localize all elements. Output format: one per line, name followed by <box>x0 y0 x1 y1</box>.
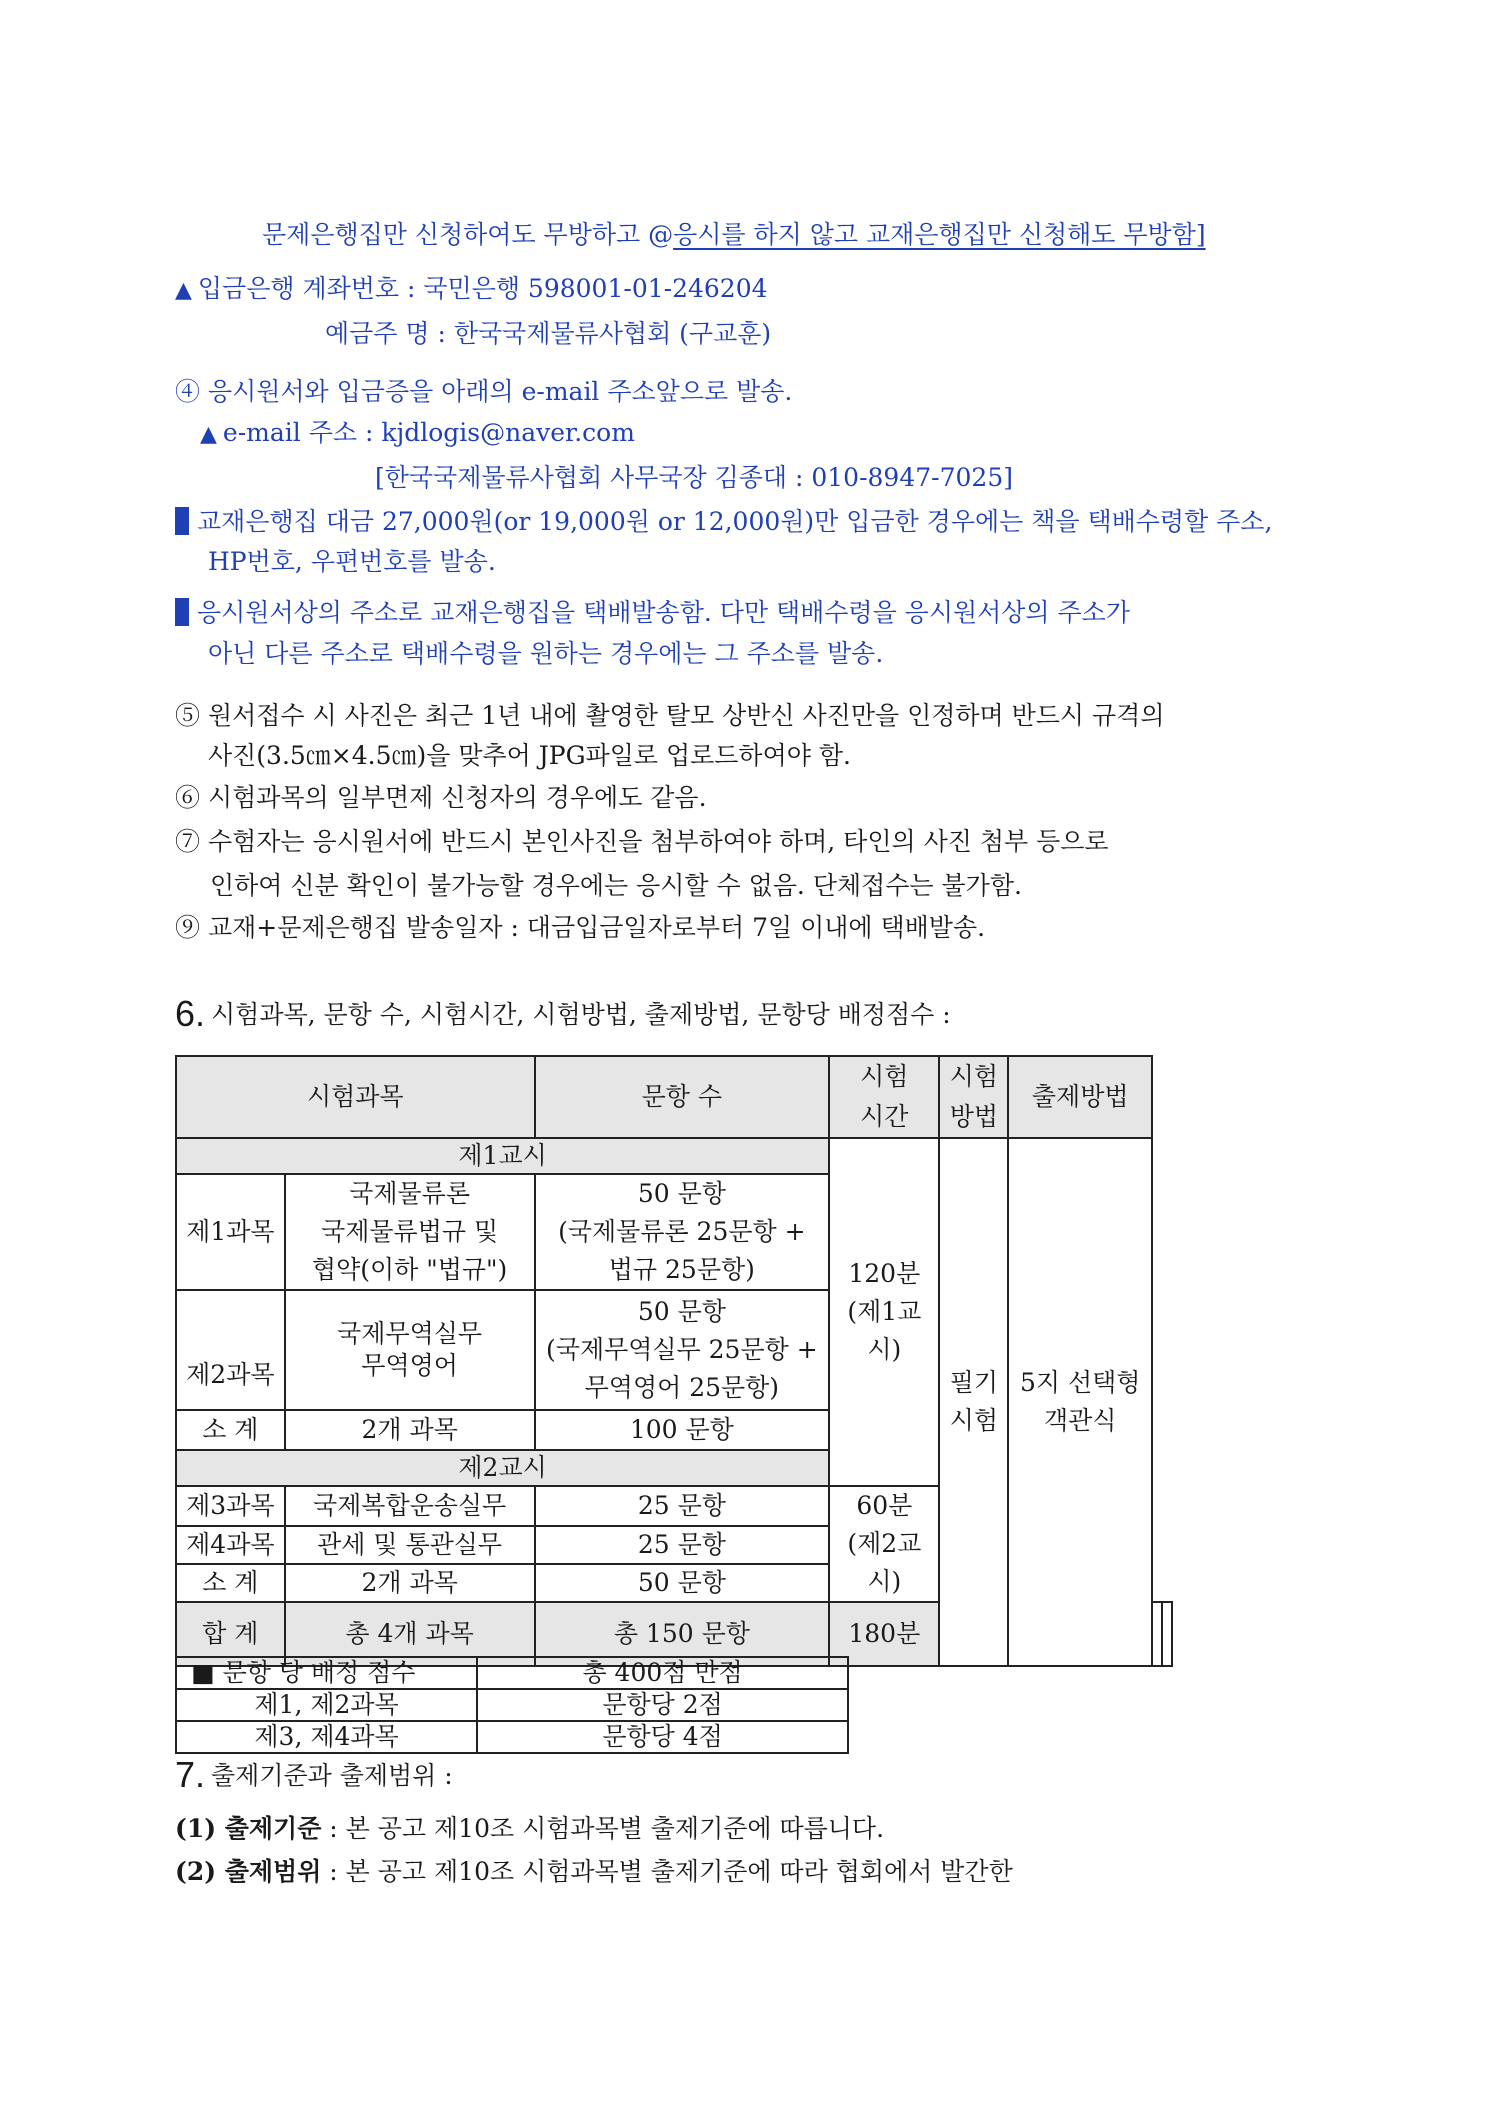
item2-text: : 본 공고 제10조 시험과목별 출제기준에 따라 협회에서 발간한 <box>321 1857 1013 1886</box>
s2-label: 제2과목 <box>176 1290 285 1410</box>
bank-account-line <box>175 273 768 307</box>
period1-label: 제1교시 <box>176 1138 829 1174</box>
bank-account-text: 입금은행 계좌번호 : 국민은행 598001-01-246204 <box>197 274 768 303</box>
item2-label: (2) 출제범위 <box>175 1857 322 1886</box>
sub1-label: 소 계 <box>176 1410 285 1450</box>
total-name: 총 4개 과목 <box>285 1602 535 1666</box>
contact-line: [한국국제물류사협회 사무국장 김종대 : 010-8947-7025] <box>375 463 1013 492</box>
total-time: 180분 <box>829 1602 939 1666</box>
s3-count: 25 문항 <box>535 1486 830 1526</box>
email-text[interactable]: e-mail 주소 : kjdlogis@naver.com <box>222 418 635 447</box>
top-note <box>262 219 1206 251</box>
time1-cell: 120분 (제1교시) <box>829 1138 939 1486</box>
s2-count: 50 문항 (국제무역실무 25문항 + 무역영어 25문항) <box>535 1290 830 1410</box>
style-cell: 5지 선택형 객관식 <box>1008 1138 1152 1666</box>
total-count: 총 150 문항 <box>535 1602 830 1666</box>
s1-label: 제1과목 <box>176 1174 285 1290</box>
sub2-label: 소 계 <box>176 1564 285 1602</box>
item1-label: (1) 출제기준 <box>175 1814 322 1843</box>
header-style: 출제방법 <box>1008 1056 1152 1138</box>
triangle-icon: ▲ <box>200 422 217 447</box>
section7-heading <box>175 1754 453 1795</box>
sub1-name: 2개 과목 <box>285 1410 535 1450</box>
s4-name: 관세 및 통관실무 <box>285 1526 535 1564</box>
period1-row <box>176 1138 1172 1174</box>
book-fee-text-1: 교재은행집 대금 27,000원(or 19,000원 or 12,000원)만 입금한 경우에는 책을 택배수령할 주소, <box>197 507 1273 536</box>
item7-line-2: 인하여 신분 확인이 불가능할 경우에는 응시할 수 없음. 단체접수는 불가함. <box>210 871 1022 900</box>
header-count: 문항 수 <box>535 1056 830 1138</box>
table-row <box>176 1721 848 1753</box>
total-style-empty <box>1162 1602 1172 1666</box>
section6-number: 6. <box>175 993 206 1034</box>
s4-label: 제4과목 <box>176 1526 285 1564</box>
total-label: 합 계 <box>176 1602 285 1666</box>
book-fee-line-1 <box>175 506 1272 538</box>
time2-cell: 60분 (제2교시) <box>829 1486 939 1602</box>
s2-name: 국제무역실무 무역영어 <box>285 1290 535 1410</box>
sub1-count: 100 문항 <box>535 1410 830 1450</box>
s3-label: 제3과목 <box>176 1486 285 1526</box>
score-header-value: 총 400점 만점 <box>477 1657 848 1689</box>
score-row1-value: 문항당 2점 <box>477 1689 848 1721</box>
section6-title: 시험과목, 문항 수, 시험시간, 시험방법, 출제방법, 문항당 배정점수 : <box>211 1000 951 1029</box>
s1-count: 50 문항 (국제물류론 25문항 + 법규 25문항) <box>535 1174 830 1290</box>
triangle-icon: ▲ <box>175 278 192 303</box>
delivery-line-2: 아닌 다른 주소로 택배수령을 원하는 경우에는 그 주소를 발송. <box>208 639 884 668</box>
score-header-label: ■ 문항 당 배정 점수 <box>176 1657 477 1689</box>
delivery-text-1: 응시원서상의 주소로 교재은행집을 택배발송함. 다만 택배수령을 응시원서상의 주소가 <box>197 598 1130 627</box>
score-row2-label: 제3, 제4과목 <box>176 1721 477 1753</box>
square-bullet-icon <box>175 507 189 535</box>
delivery-line-1 <box>175 597 1130 629</box>
item7-line-1: ⑦ 수험자는 응시원서에 반드시 본인사진을 첨부하여야 하며, 타인의 사진 첨부 등으로 <box>175 827 1109 856</box>
s4-count: 25 문항 <box>535 1526 830 1564</box>
table-row <box>176 1689 848 1721</box>
section7-number: 7. <box>175 1754 206 1795</box>
item1-text: : 본 공고 제10조 시험과목별 출제기준에 따릅니다. <box>321 1814 885 1843</box>
header-subject: 시험과목 <box>176 1056 535 1138</box>
sub2-name: 2개 과목 <box>285 1564 535 1602</box>
sub2-count: 50 문항 <box>535 1564 830 1602</box>
total-method-empty <box>1152 1602 1162 1666</box>
s1-name: 국제물류론 국제물류법규 및 협약(이하 "법규") <box>285 1174 535 1290</box>
item4-line: ④ 응시원서와 입금증을 아래의 e-mail 주소앞으로 발송. <box>175 377 793 406</box>
score-row2-value: 문항당 4점 <box>477 1721 848 1753</box>
table-header-row <box>176 1056 1172 1138</box>
email-line <box>200 417 635 451</box>
section7-title: 출제기준과 출제범위 : <box>211 1761 453 1790</box>
section7-item2 <box>175 1856 1013 1888</box>
method-cell: 필기 시험 <box>939 1138 1008 1666</box>
item9-line: ⑨ 교재+문제은행집 발송일자 : 대금입금일자로부터 7일 이내에 택배발송. <box>175 913 986 942</box>
score-row1-label: 제1, 제2과목 <box>176 1689 477 1721</box>
period2-label: 제2교시 <box>176 1450 829 1486</box>
header-time: 시험 시간 <box>829 1056 939 1138</box>
book-fee-line-2: HP번호, 우편번호를 발송. <box>208 547 496 576</box>
score-header-row <box>176 1657 848 1689</box>
s3-name: 국제복합운송실무 <box>285 1486 535 1526</box>
square-bullet-icon <box>175 598 189 626</box>
section6-heading <box>175 993 951 1034</box>
header-method: 시험 방법 <box>939 1056 1008 1138</box>
item6-line: ⑥ 시험과목의 일부면제 신청자의 경우에도 같음. <box>175 783 707 812</box>
exam-subjects-table <box>175 1055 1173 1667</box>
depositor-line: 예금주 명 : 한국국제물류사협회 (구교훈) <box>325 319 772 348</box>
item5-line-1: ⑤ 원서접수 시 사진은 최근 1년 내에 촬영한 탈모 상반신 사진만을 인정하며 반드시 규격의 <box>175 701 1165 730</box>
item5-line-2: 사진(3.5㎝×4.5㎝)을 맞추어 JPG파일로 업로드하여야 함. <box>208 741 851 770</box>
top-note-a: 문제은행집만 신청하여도 무방하고 @ <box>262 220 674 249</box>
section7-item1 <box>175 1813 884 1845</box>
score-table <box>175 1656 849 1754</box>
top-note-b: 응시를 하지 않고 교재은행집만 신청해도 무방함] <box>673 220 1206 249</box>
